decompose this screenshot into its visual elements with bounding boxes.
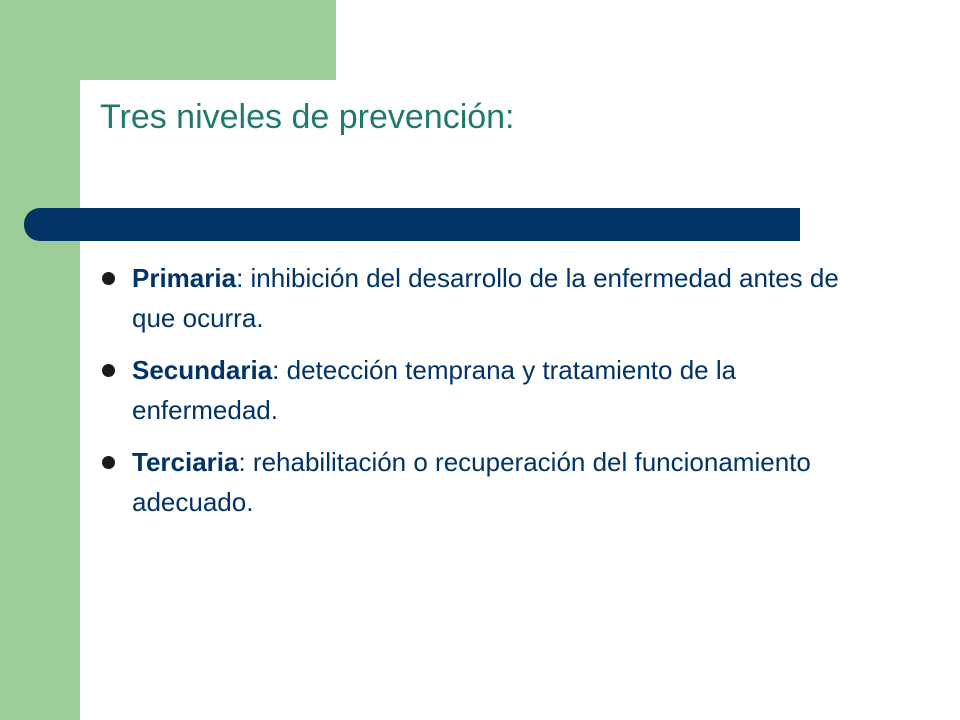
bullet-item-primaria (100, 258, 880, 338)
bullet-dot-icon (102, 272, 115, 285)
bullet-term: Terciaria (132, 447, 239, 477)
bullet-dot-icon (102, 364, 115, 377)
bullet-term: Secundaria (132, 355, 273, 385)
bullet-term: Primaria (132, 263, 237, 293)
bullet-item-secundaria (100, 350, 880, 430)
bullet-text: : rehabilitación o recuperación del funcionamiento adecuado. (132, 447, 811, 517)
bullet-dot-icon (102, 456, 115, 469)
bullet-item-terciaria (100, 442, 880, 522)
bullet-text: : inhibición del desarrollo de la enfermedad antes de que ocurra. (132, 263, 839, 333)
slide-title: Tres niveles de prevención: (100, 98, 515, 136)
title-divider-bar (24, 208, 800, 241)
bullet-list (100, 258, 880, 534)
green-top-band (0, 0, 336, 80)
bullet-text: : detección temprana y tratamiento de la enfermedad. (132, 355, 737, 425)
green-side-band (0, 0, 80, 720)
